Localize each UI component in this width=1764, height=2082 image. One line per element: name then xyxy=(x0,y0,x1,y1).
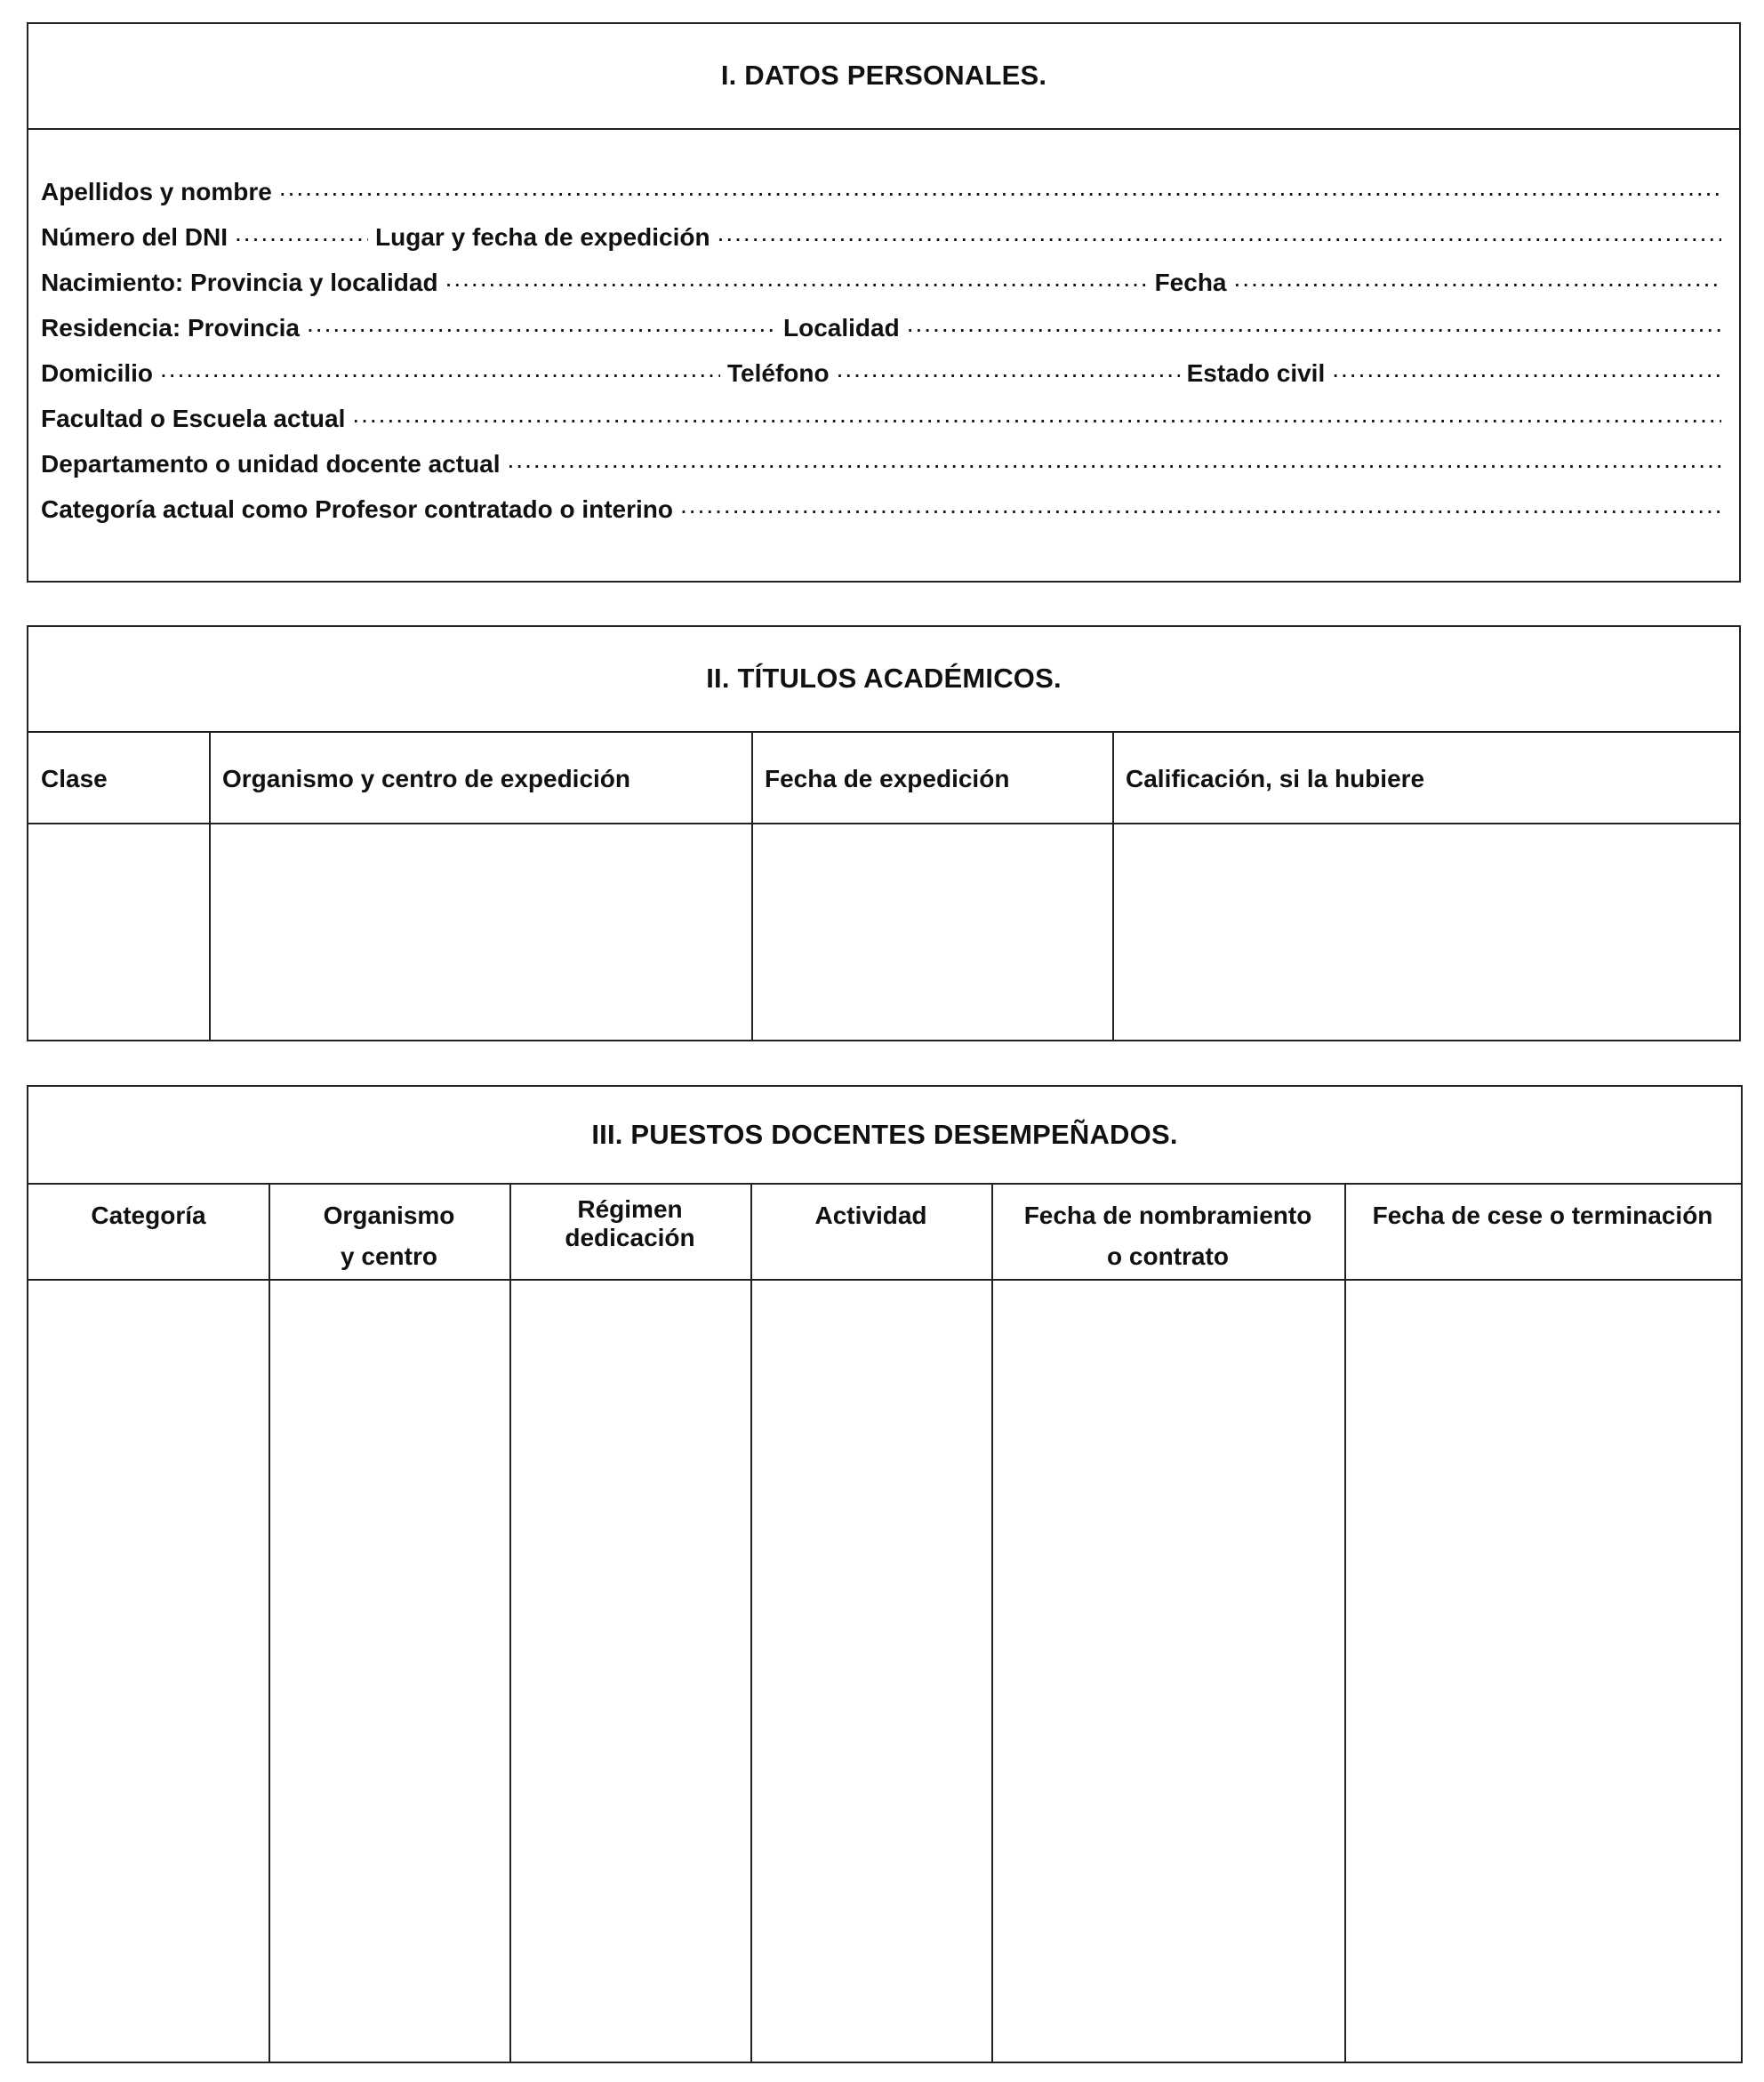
field-row-facultad xyxy=(41,400,1721,436)
column-header-fecha-cese xyxy=(1344,1195,1741,1236)
column-header-calificacion: Calificación, si la hubiere xyxy=(1126,765,1425,792)
table-cell[interactable] xyxy=(753,824,1111,1040)
column-header-fecha-nombramiento xyxy=(991,1195,1344,1277)
field-row-domicilio xyxy=(41,355,1721,390)
field-label: Fecha xyxy=(1154,269,1227,296)
datos-personales-section xyxy=(27,22,1741,583)
header-line: Categoría xyxy=(91,1202,206,1229)
field-row-nacimiento xyxy=(41,264,1721,300)
dotted-fill[interactable] xyxy=(718,219,1721,245)
field-label: Departamento o unidad docente actual xyxy=(41,450,501,478)
header-line: y centro xyxy=(341,1242,437,1270)
divider xyxy=(28,1183,1741,1185)
column-header-fecha: Fecha de expedición xyxy=(765,765,1010,792)
field-row-departamento xyxy=(41,446,1721,481)
dotted-fill[interactable] xyxy=(352,400,1721,427)
table-cell[interactable] xyxy=(1346,1281,1741,2062)
header-line: o contrato xyxy=(1107,1242,1229,1270)
column-header-organismo xyxy=(269,1195,509,1277)
header-line: Fecha de cese o terminación xyxy=(1372,1202,1713,1229)
field-label: Estado civil xyxy=(1186,359,1326,387)
section-title: III. PUESTOS DOCENTES DESEMPEÑADOS. xyxy=(591,1119,1178,1150)
section-title: I. DATOS PERSONALES. xyxy=(720,60,1047,91)
dotted-fill[interactable] xyxy=(445,264,1148,291)
field-label: Residencia: Provincia xyxy=(41,314,301,342)
table-cell[interactable] xyxy=(1114,824,1739,1040)
header-line: Régimen xyxy=(577,1195,683,1223)
puestos-docentes-section xyxy=(27,1085,1743,2063)
table-cell[interactable] xyxy=(28,824,207,1040)
field-label: Facultad o Escuela actual xyxy=(41,405,346,432)
table-cell[interactable] xyxy=(211,824,750,1040)
column-header-categoria xyxy=(28,1195,269,1236)
dotted-fill[interactable] xyxy=(1234,264,1721,291)
table-cell[interactable] xyxy=(993,1281,1343,2062)
field-label: Domicilio xyxy=(41,359,154,387)
header-line: Fecha de nombramiento xyxy=(1023,1202,1312,1229)
header-line: Organismo xyxy=(323,1202,455,1229)
field-label: Nacimiento: Provincia y localidad xyxy=(41,269,438,296)
section-title: II. TÍTULOS ACADÉMICOS. xyxy=(706,663,1062,694)
table-cell[interactable] xyxy=(511,1281,749,2062)
dotted-fill[interactable] xyxy=(1332,355,1721,382)
dotted-fill[interactable] xyxy=(680,491,1721,518)
dotted-fill[interactable] xyxy=(279,173,1721,200)
column-header-clase: Clase xyxy=(41,765,108,792)
field-label: Lugar y fecha de expedición xyxy=(375,223,710,251)
field-row-apellidos xyxy=(41,173,1721,209)
field-label: Categoría actual como Profesor contratado o interino xyxy=(41,495,674,523)
header-line: dedicación xyxy=(565,1224,695,1251)
table-cell[interactable] xyxy=(752,1281,990,2062)
dotted-fill[interactable] xyxy=(160,355,720,382)
dotted-fill[interactable] xyxy=(508,446,1721,472)
field-label: Apellidos y nombre xyxy=(41,178,272,205)
dotted-fill[interactable] xyxy=(307,309,776,336)
field-label: Teléfono xyxy=(727,359,830,387)
field-row-categoria xyxy=(41,491,1721,527)
column-header-regimen xyxy=(509,1195,750,1252)
divider xyxy=(28,731,1739,733)
column-header-actividad xyxy=(750,1195,991,1236)
field-label: Localidad xyxy=(783,314,900,342)
dotted-fill[interactable] xyxy=(837,355,1180,382)
field-label: Número del DNI xyxy=(41,223,229,251)
divider xyxy=(28,128,1739,130)
column-header-organismo: Organismo y centro de expedición xyxy=(222,765,631,792)
dotted-fill[interactable] xyxy=(235,219,368,245)
titulos-academicos-section xyxy=(27,625,1741,1041)
table-cell[interactable] xyxy=(28,1281,267,2062)
field-row-dni xyxy=(41,219,1721,254)
header-line: Actividad xyxy=(814,1202,927,1229)
dotted-fill[interactable] xyxy=(907,309,1721,336)
field-row-residencia xyxy=(41,309,1721,345)
table-cell[interactable] xyxy=(270,1281,508,2062)
